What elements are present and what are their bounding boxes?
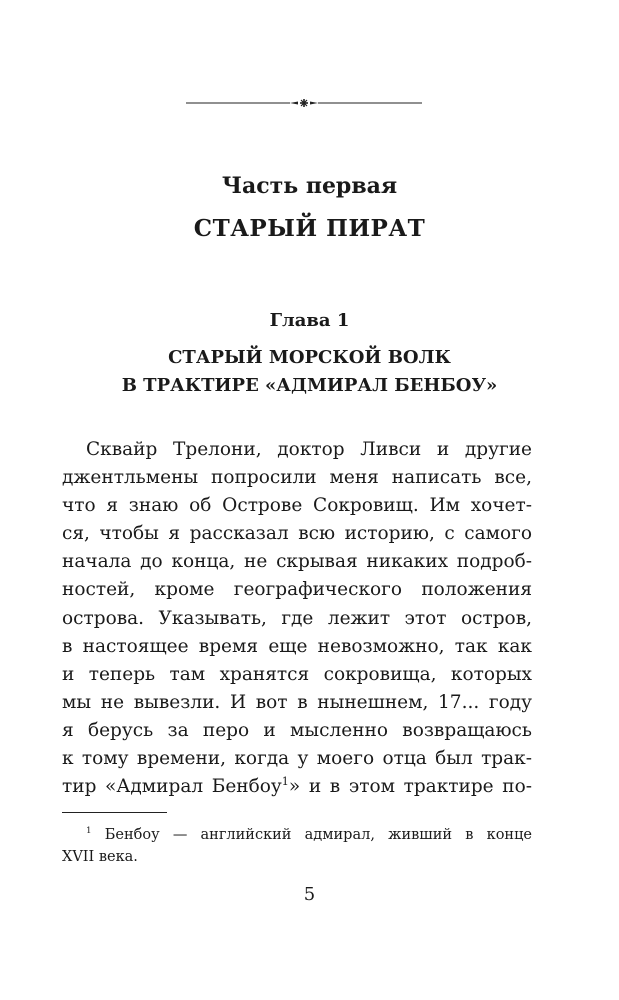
chapter-title-line: СТАРЫЙ МОРСКОЙ ВОЛК [168,347,451,368]
star-ornament-icon [300,99,308,107]
ornament-divider [186,96,422,110]
text-line: я берусь за перо и мысленно возвращаюсь [62,719,532,741]
footnote-line: XVII века. [62,849,138,865]
text-line: ностей, кроме географического положения [62,579,532,601]
text-line: в настоящее время еще невозможно, так как [62,635,532,657]
footnote-text: Бенбоу — английский адмирал, живший в конце [104,827,532,843]
text-line: начала до конца, не скрывая никаких подроб- [62,551,532,573]
footnote [62,824,532,868]
chapter-title-line: В ТРАКТИРЕ «АДМИРАЛ БЕНБОУ» [121,375,498,396]
text-line: Сквайр Трелони, доктор Ливси и другие [86,439,532,460]
text-segment: » и в этом трактире по- [288,776,532,798]
footnote-line [62,824,532,846]
text-line: мы не вывезли. И вот в нынешнем, 17... году [62,691,532,713]
chapter-label: Глава 1 [269,310,350,331]
part-name: СТАРЫЙ ПИРАТ [193,215,426,242]
text-line-with-footnote [62,773,532,801]
text-line: ся, чтобы я рассказал всю историю, с самого [62,523,532,545]
footnote-reference[interactable]: 1 [281,774,289,788]
footnote-marker: 1 [86,826,92,837]
text-line: острова. Указывать, где лежит этот остров, [62,607,532,629]
chapter-title [0,344,619,400]
footnote-separator [62,812,167,813]
text-segment: тир «Адмирал Бенбоу [62,776,282,798]
text-line: и теперь там хранятся сокровища, которых [62,663,532,685]
part-label: Часть первая [221,173,398,199]
body-paragraph [62,436,532,801]
text-line: что я знаю об Острове Сокровищ. Им хочет- [62,495,532,517]
text-line: к тому времени, когда у моего отца был трак- [62,748,532,770]
page-number: 5 [303,884,316,905]
text-line: джентльмены попросили меня написать все, [62,467,532,489]
